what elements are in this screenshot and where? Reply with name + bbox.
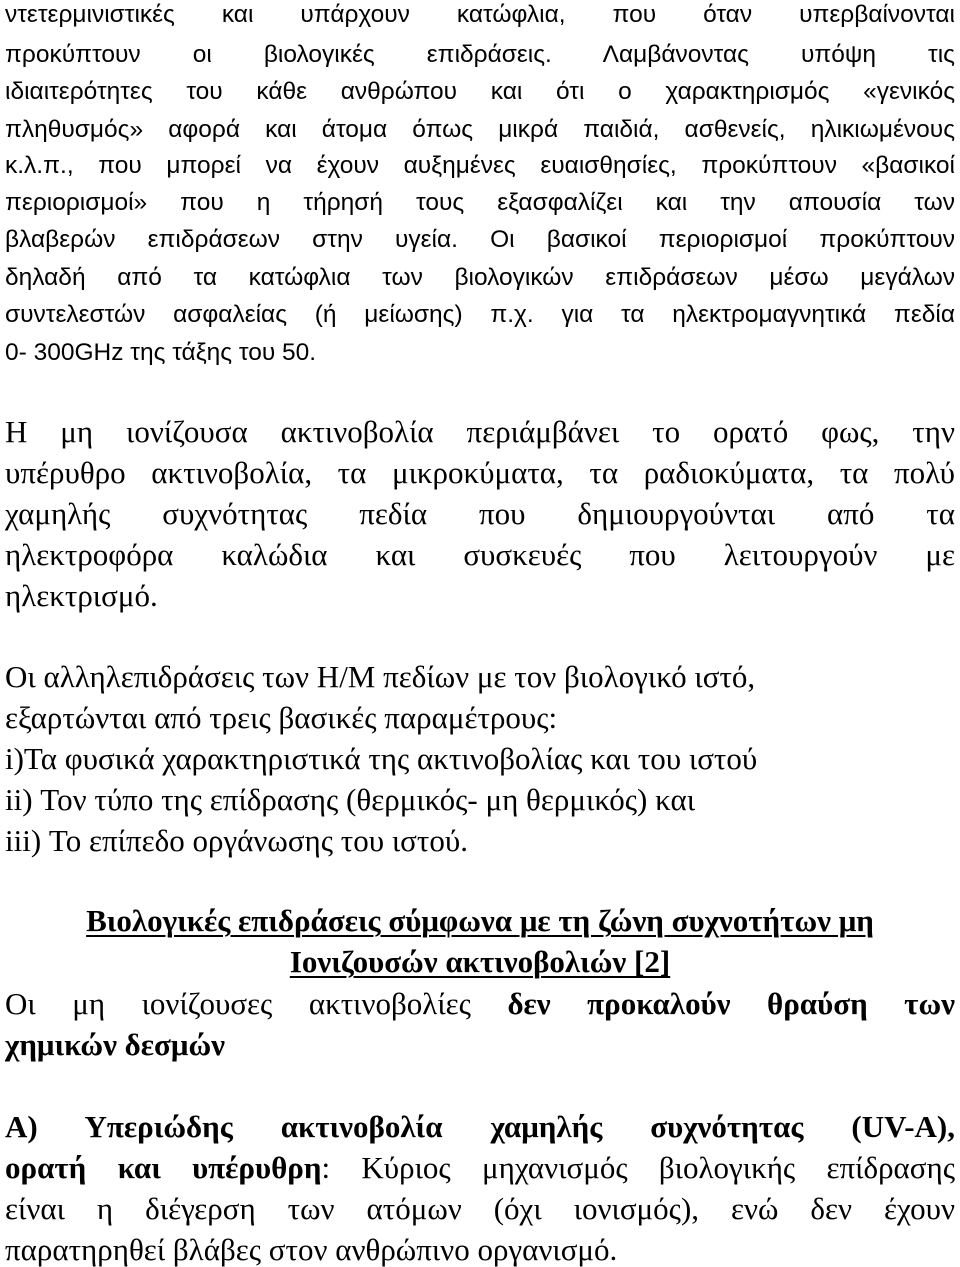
section-heading-line-2: Ιονιζουσών ακτινοβολιών [2] [289, 944, 671, 979]
paragraph-2-line: χαμηλής συχνότητας πεδία που δημιουργούνται από τα [5, 496, 955, 531]
section-a-text: : Κύριος μηχανισμός βιολογικής επίδρασης [321, 1150, 955, 1185]
paragraph-1-line: πληθυσμός» αφορά και άτομα όπως μικρά παιδιά, ασθενείς, ηλικιωμένους [5, 116, 955, 143]
paragraph-1-line: προκύπτουν οι βιολογικές επιδράσεις. Λαμβάνοντας υπόψη τις [5, 41, 955, 68]
section-a-line: παρατηρηθεί βλάβες στον ανθρώπινο οργανισμό. [5, 1232, 618, 1267]
paragraph-1-line: κ.λ.π., που μπορεί να έχουν αυξημένες ευαισθησίες, προκύπτουν «βασικοί [5, 152, 955, 179]
section-a-line: είναι η διέγερση των ατόμων (όχι ιονισμός), ενώ δεν έχουν [5, 1191, 955, 1226]
paragraph-4-emphasis: δεν προκαλούν θραύση των [507, 986, 955, 1021]
paragraph-2-line: ηλεκτροφόρα καλώδια και συσκευές που λειτουργούν με [5, 537, 955, 572]
section-a-title: Α) Υπεριώδης ακτινοβολία χαμηλής συχνότητας (UV-A), [5, 1109, 955, 1144]
paragraph-2-line: ηλεκτρισμό. [5, 578, 158, 613]
paragraph-1-line: συντελεστών ασφαλείας (ή μείωσης) π.χ. για τα ηλεκτρομαγνητικά πεδία [5, 301, 955, 328]
paragraph-1-line: περιορισμοί» που η τήρησή τους εξασφαλίζει και την απουσία των [5, 189, 955, 216]
paragraph-2-line: Η μη ιονίζουσα ακτινοβολία περιάμβάνει το ορατό φως, την [5, 414, 955, 449]
paragraph-1-line: βλαβερών επιδράσεων στην υγεία. Οι βασικοί περιορισμοί προκύπτουν [5, 226, 955, 253]
section-heading [0, 946, 960, 977]
paragraph-3-line: i)Τα φυσικά χαρακτηριστικά της ακτινοβολίας και του ιστού [5, 741, 758, 776]
paragraph-3-line: εξαρτώνται από τρεις βασικές παραμέτρους: [5, 700, 558, 735]
paragraph-3-line: Οι αλληλεπιδράσεις των Η/Μ πεδίων με τον βιολογικό ιστό, [5, 659, 756, 694]
paragraph-4-line [5, 988, 955, 1019]
paragraph-3-line: iii) Το επίπεδο οργάνωσης του ιστού. [5, 823, 468, 858]
section-heading-line-1: Βιολογικές επιδράσεις σύμφωνα με τη ζώνη συχνοτήτων μη [86, 903, 874, 938]
paragraph-1-line: 0- 300GHz της τάξης του 50. [5, 339, 317, 366]
paragraph-2-line: υπέρυθρο ακτινοβολία, τα μικροκύματα, τα ραδιοκύματα, τα πολύ [5, 455, 955, 490]
paragraph-4-emphasis: χημικών δεσμών [5, 1027, 225, 1062]
paragraph-1-line: ντετερμινιστικές και υπάρχουν κατώφλια, που όταν υπερβαίνονται [5, 1, 955, 28]
section-a-emphasis: ορατή και υπέρυθρη [5, 1150, 322, 1185]
paragraph-3-line: ii) Τον τύπο της επίδρασης (θερμικός- μη θερμικός) και [5, 782, 696, 817]
paragraph-1-line: δηλαδή από τα κατώφλια των βιολογικών επιδράσεων μέσω μεγάλων [5, 264, 955, 291]
section-a-line [5, 1152, 955, 1183]
section-heading [0, 905, 960, 936]
paragraph-4-line [5, 1029, 955, 1060]
paragraph-4-text: Οι μη ιονίζουσες ακτινοβολίες [5, 986, 471, 1021]
paragraph-1-line: ιδιαιτερότητες του κάθε ανθρώπου και ότι ο χαρακτηρισμός «γενικός [5, 78, 955, 105]
